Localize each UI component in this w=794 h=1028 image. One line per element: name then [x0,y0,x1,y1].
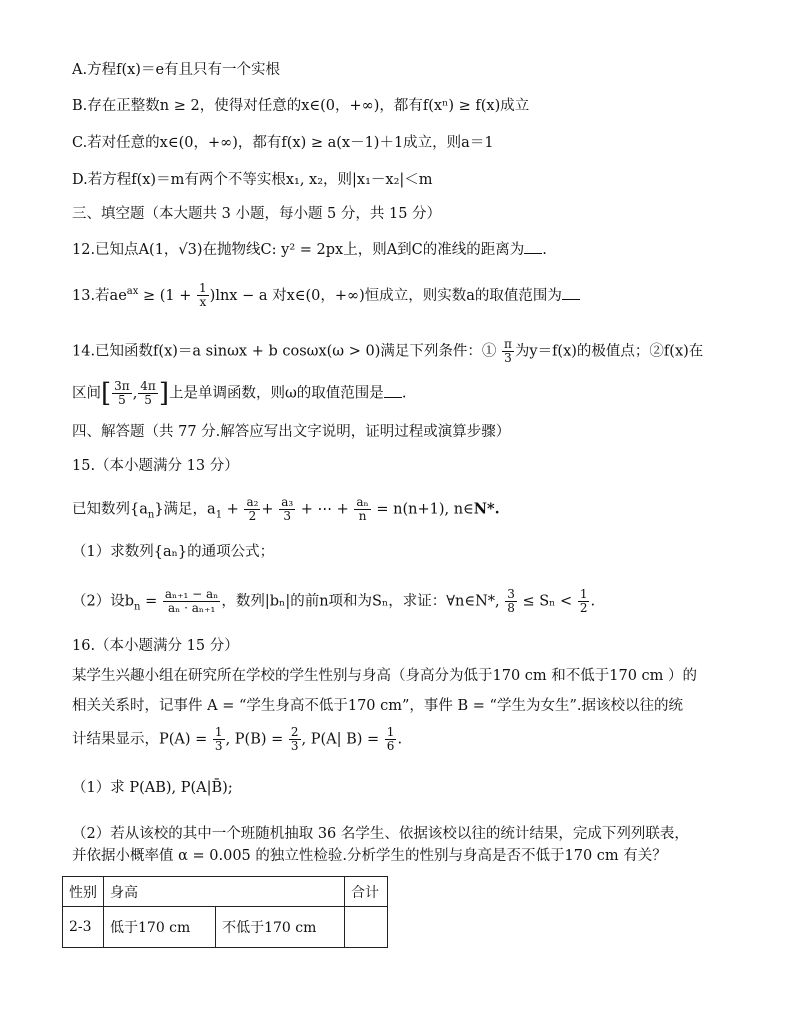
row-label: 2-3 [63,907,104,948]
q16-line-2: 相关关系时，记事件 A = “学生身高不低于170 cm”，事件 B = “学生为女生”.据该校以往的统 [72,698,683,714]
q16-title: 16.（本小题满分 15 分） [72,638,239,654]
q15-lower-bound: $\frac{3}{8}$ [507,587,515,615]
question-12 [72,240,547,260]
q12-end: . [542,242,547,258]
cell-below-170: 低于170 cm [104,907,216,948]
header-height: 身高 [104,877,345,907]
question-14-line-1: 14.已知函数f(x)＝a sinωx + b cosωx(ω > 0)满足下列条件：① $\frac{\pi}{3}$ 为y＝f(x)的极值点；②f(x)在 [72,337,704,365]
header-sex: 性别 [63,877,104,907]
answer-blank [562,287,580,300]
q16-part-2-line-2: 并依据小概率值 α = 0.005 的独立性检验.分析学生的性别与身高是否不低于170 cm 有关？ [72,848,667,864]
q15-part-1: （1）求数列{aₙ}的通项公式； [72,544,275,560]
answer-blank [384,385,402,398]
q13-geq: ≥ (1 + [138,287,192,304]
q16-part-1: （1）求 P(AB), P(A|B̄); [72,780,233,796]
table-row [63,877,388,907]
q11-option-a: A.方程f(x)＝e有且只有一个实根 [72,62,281,78]
section-4-header: 四、解答题（共 77 分.解答应写出文字说明，证明过程或演算步骤） [72,424,511,440]
header-total: 合计 [345,877,388,907]
q14-pi-over-3: $\frac{\pi}{3}$ [503,337,512,365]
q16-line-3: 计结果显示，P(A) = $\frac{1}{3}$ , P(B) = $\frac{2}{3}$ , P(A| B) = $\frac{1}{6}$ . [72,725,403,753]
q11-option-c: C.若对任意的x∈(0，+∞)，都有f(x) ≥ a(x－1)＋1成立，则a＝1 [72,135,494,151]
q16-pab-fraction: $\frac{1}{6}$ [386,725,395,753]
q14-interval-right: $\frac{4\pi}{5}$ [140,379,156,407]
q13-rest: )lnx − a 对x∈(0，+∞)恒成立，则实数a的取值范围为 [209,287,562,304]
q15-upper-bound: $\frac{1}{2}$ [579,587,588,615]
q13-fraction: $\frac{1}{x}$ [199,281,207,310]
q16-pa-fraction: $\frac{1}{3}$ [214,725,223,753]
q15-frac-a3: $\frac{\text{a₃}}{3}$ [281,495,294,523]
cell-not-below-170: 不低于170 cm [216,907,345,948]
q12-point: A(1，√3) [138,242,203,258]
q15-frac-a2: $\frac{\text{a₂}}{2}$ [246,495,259,523]
q16-line-1: 某学生兴趣小组在研究所在学校的学生性别与身高（身高分为低于170 cm 和不低于170 cm ）的 [72,668,698,684]
q13-exponent: ax [126,286,139,297]
q11-option-d: D.若方程f(x)＝m有两个不等实根x₁, x₂，则|x₁－x₂|＜m [72,172,433,188]
q12-text-mid: 在抛物线C: y² = 2px上，则A到C的准线的距离为 [202,242,525,258]
q15-part-2: （2）设$b_n$ = $\frac{\text{aₙ₊₁ − aₙ}}{\text{aₙ · aₙ₊₁}}$ ，数列|bₙ|的前n项和为Sₙ，求证：∀n∈N*, $\frac{3}{8}$ ≤ Sₙ < $\frac{1}{2}$ . [72,587,596,615]
cell-total [345,907,388,948]
answer-blank [524,241,542,254]
question-13 [72,282,580,309]
contingency-table [62,876,388,948]
q15-title: 15.（本小题满分 13 分） [72,458,239,474]
table-row [63,907,388,948]
q11-option-b: B.存在正整数n ≥ 2，使得对任意的x∈(0，+∞)，都有f(xⁿ) ≥ f(x)成立 [72,98,530,114]
q16-part-2-line-1: （2）若从该校的其中一个班随机抽取 36 名学生、依据该校以往的统计结果，完成下列列联表， [72,826,689,842]
q15-stem: 已知数列$\{a_n\}$满足，$a_1$ + $\frac{\text{a₂}}{2}$ + $\frac{\text{a₃}}{3}$ + ⋯ + $\frac{\text{aₙ}}{n}$ = n(n+1), n∈N*. [72,495,500,523]
q13-prefix: 13.若ae [72,287,127,304]
q14-interval-left: $\frac{3\pi}{5}$ [114,379,130,407]
question-14-line-2: 区间[ $\frac{3\pi}{5}$ , $\frac{4\pi}{5}$ ]上是单调函数，则ω的取值范围是 . [72,378,407,409]
q15-bn-fraction: $\frac{\text{aₙ₊₁ − aₙ}}{\text{aₙ · aₙ₊₁}}$ [164,587,219,615]
q15-frac-an: $\frac{\text{aₙ}}{n}$ [356,495,369,523]
q16-pb-fraction: $\frac{2}{3}$ [290,725,299,753]
section-3-header: 三、填空题（本大题共 3 小题，每小题 5 分，共 15 分） [72,206,442,222]
q12-text-before: 12.已知点 [72,242,139,258]
